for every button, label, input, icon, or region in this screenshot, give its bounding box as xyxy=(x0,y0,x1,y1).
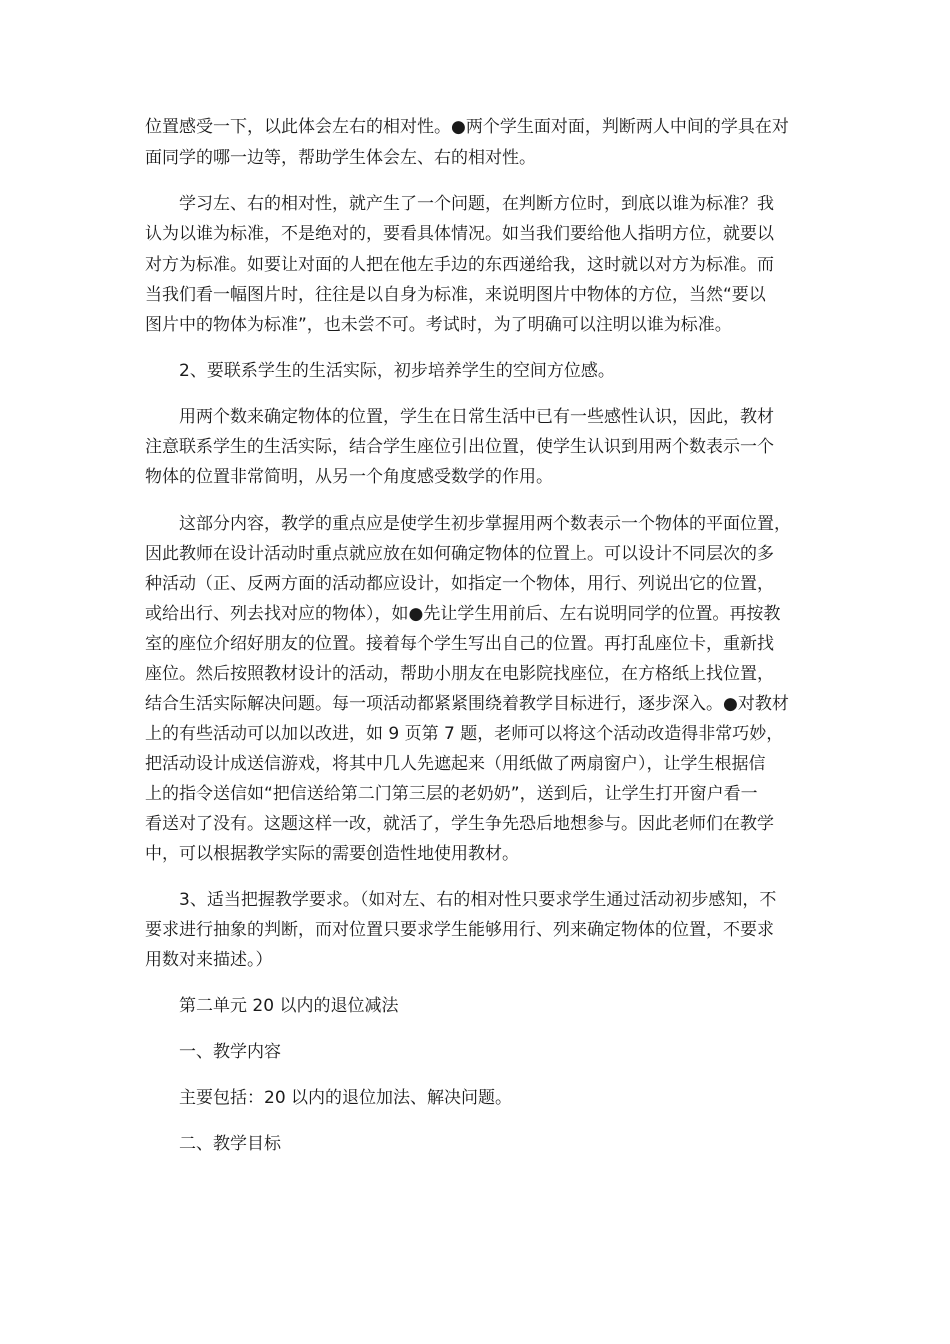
text-line: 看送对了没有。这题这样一改，就活了，学生争先恐后地想参与。因此老师们在教学 xyxy=(145,814,774,834)
text-line: 当我们看一幅图片时，往往是以自身为标准，来说明图片中物体的方位，当然“要以 xyxy=(145,285,766,305)
text-line: 或给出行、列去找对应的物体），如●先让学生用前后、左右说明同学的位置。再按教 xyxy=(145,604,781,624)
section-heading: 一、教学内容 xyxy=(179,1042,281,1062)
text-line: 图片中的物体为标准”，也未尝不可。考试时，为了明确可以注明以谁为标准。 xyxy=(145,315,732,335)
text-line: 座位。然后按照教材设计的活动，帮助小朋友在电影院找座位，在方格纸上找位置， xyxy=(145,664,774,684)
text-line: 用数对来描述。） xyxy=(145,950,273,970)
text-line: 把活动设计成送信游戏，将其中几人先遮起来（用纸做了两扇窗户），让学生根据信 xyxy=(145,754,766,774)
text-line: 因此教师在设计活动时重点就应放在如何确定物体的位置上。可以设计不同层次的多 xyxy=(145,544,774,564)
text-line: 面同学的哪一边等，帮助学生体会左、右的相对性。 xyxy=(145,148,536,168)
text-line: 上的有些活动可以加以改进，如 9 页第 7 题，老师可以将这个活动改造得非常巧妙， xyxy=(145,724,784,744)
unit-heading: 第二单元 20 以内的退位减法 xyxy=(179,996,399,1016)
text-line: 位置感受一下，以此体会左右的相对性。●两个学生面对面，判断两人中间的学具在对 xyxy=(145,117,789,137)
text-line: 主要包括：20 以内的退位加法、解决问题。 xyxy=(179,1088,513,1108)
paragraph-first-line: 用两个数来确定物体的位置，学生在日常生活中已有一些感性认识，因此，教材 xyxy=(179,407,774,427)
paragraph-first-line: 学习左、右的相对性，就产生了一个问题，在判断方位时，到底以谁为标准？我 xyxy=(179,194,774,214)
text-line: 认为以谁为标准，不是绝对的，要看具体情况。如当我们要给他人指明方位，就要以 xyxy=(145,224,774,244)
text-line: 注意联系学生的生活实际，结合学生座位引出位置，使学生认识到用两个数表示一个 xyxy=(145,437,774,457)
text-line: 种活动（正、反两方面的活动都应设计，如指定一个物体，用行、列说出它的位置， xyxy=(145,574,774,594)
section-heading: 二、教学目标 xyxy=(179,1134,281,1154)
text-line: 结合生活实际解决问题。每一项活动都紧紧围绕着教学目标进行，逐步深入。●对教材 xyxy=(145,694,789,714)
paragraph-first-line: 这部分内容，教学的重点应是使学生初步掌握用两个数表示一个物体的平面位置， xyxy=(179,514,791,534)
text-line: 中，可以根据教学实际的需要创造性地使用教材。 xyxy=(145,844,519,864)
text-line: 物体的位置非常简明，从另一个角度感受数学的作用。 xyxy=(145,467,553,487)
text-line: 要求进行抽象的判断，而对位置只要求学生能够用行、列来确定物体的位置，不要求 xyxy=(145,920,774,940)
section-heading: 2、要联系学生的生活实际，初步培养学生的空间方位感。 xyxy=(179,361,615,381)
text-line: 上的指令送信如“把信送给第二门第三层的老奶奶”，送到后，让学生打开窗户看一 xyxy=(145,784,758,804)
paragraph-first-line: 3、适当把握教学要求。（如对左、右的相对性只要求学生通过活动初步感知，不 xyxy=(179,890,777,910)
text-line: 对方为标准。如要让对面的人把在他左手边的东西递给我，这时就以对方为标准。而 xyxy=(145,255,774,275)
text-line: 室的座位介绍好朋友的位置。接着每个学生写出自己的位置。再打乱座位卡，重新找 xyxy=(145,634,774,654)
